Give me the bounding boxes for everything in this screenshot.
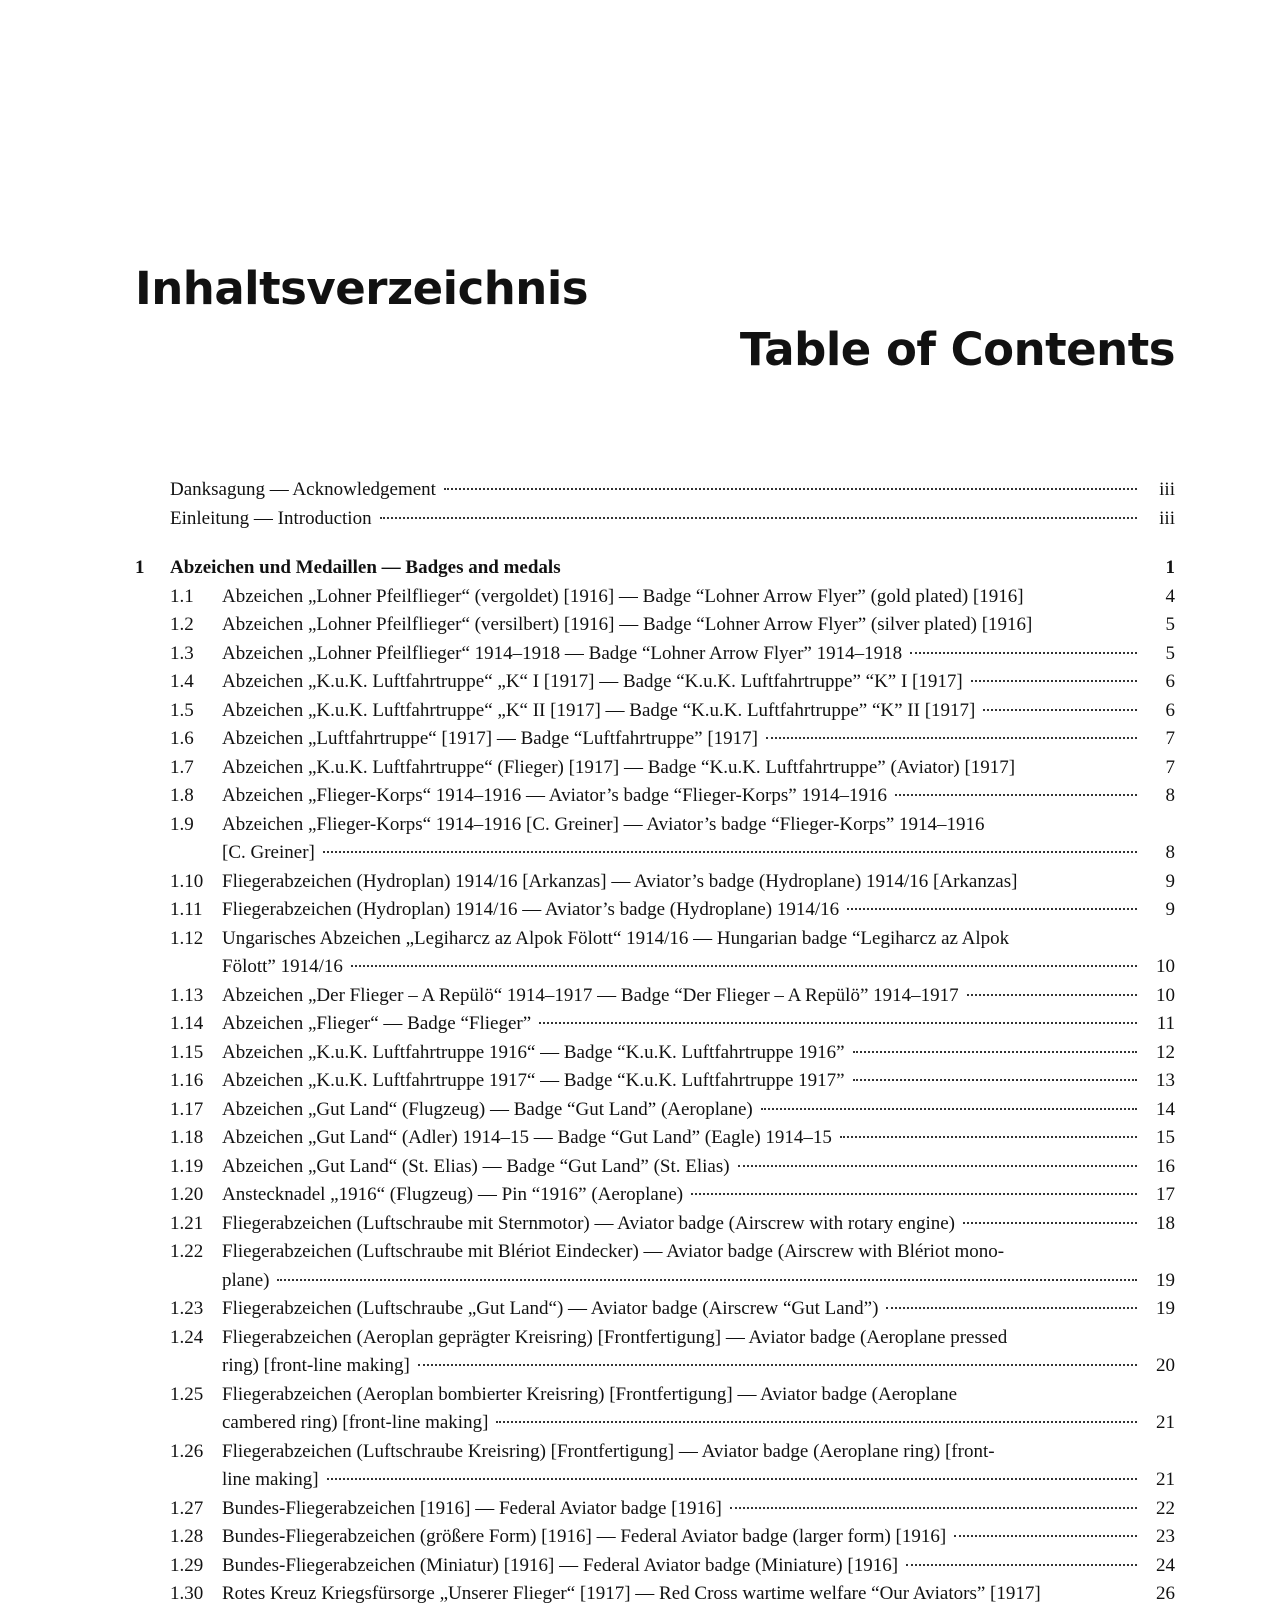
dot-leader bbox=[351, 965, 1137, 967]
dot-leader bbox=[730, 1507, 1137, 1509]
dot-leader bbox=[539, 1022, 1137, 1024]
toc-page-number: 7 bbox=[1165, 756, 1175, 778]
toc-entry-title: Bundes-Fliegerabzeichen [1916] — Federal Aviator badge [1916] bbox=[222, 1497, 722, 1519]
page-title-english: Table of Contents bbox=[739, 323, 1175, 376]
toc-entry-number: 1.23 bbox=[170, 1298, 204, 1319]
toc-entry-number: 1.22 bbox=[170, 1241, 204, 1262]
toc-entry-title: Bundes-Fliegerabzeichen (Miniatur) [1916] — Federal Aviator badge (Miniature) [1916] bbox=[222, 1554, 899, 1576]
toc-entry[interactable] bbox=[135, 1153, 1175, 1182]
toc-entry-title: Fliegerabzeichen (Luftschraube mit Sternmotor) — Aviator badge (Airscrew with rotary engine) bbox=[222, 1212, 956, 1234]
toc-entry[interactable] bbox=[135, 1381, 1175, 1438]
toc-entry-introduction[interactable] bbox=[135, 505, 1175, 534]
toc-entry[interactable] bbox=[135, 1238, 1175, 1295]
toc-entry-title: Abzeichen „Der Flieger – A Repülö“ 1914–1917 — Badge “Der Flieger – A Repülö” 1914–1917 bbox=[222, 984, 959, 1006]
toc-entry-number: 1.16 bbox=[170, 1070, 204, 1091]
toc-entry-title: cambered ring) [front-line making] bbox=[222, 1412, 489, 1433]
toc-page-number: 19 bbox=[1156, 1269, 1175, 1291]
toc-page-number: 5 bbox=[1165, 614, 1175, 635]
toc-entry-number: 1.21 bbox=[170, 1212, 204, 1234]
toc-page-number: 18 bbox=[1156, 1212, 1175, 1234]
toc-entry-list bbox=[135, 583, 1175, 1609]
chapter-title: Abzeichen und Medaillen — Badges and medals bbox=[170, 557, 561, 578]
toc-entry[interactable] bbox=[135, 754, 1175, 783]
toc-entry-title-line: Ungarisches Abzeichen „Legiharcz az Alpok Fölott“ 1914/16 — Hungarian badge “Legiharcz az Alpok bbox=[222, 927, 1010, 949]
toc-entry-title: Abzeichen „Lohner Pfeilflieger“ (versilbert) [1916] — Badge “Lohner Arrow Flyer” (silver plated) [1916] bbox=[222, 614, 1033, 635]
dot-leader bbox=[761, 1108, 1137, 1110]
toc-entry[interactable] bbox=[135, 1324, 1175, 1381]
dot-leader bbox=[323, 851, 1137, 853]
toc-entry[interactable] bbox=[135, 640, 1175, 669]
toc-entry-number: 1.20 bbox=[170, 1184, 204, 1205]
toc-entry[interactable] bbox=[135, 1067, 1175, 1096]
toc-entry-title: Bundes-Fliegerabzeichen (größere Form) [1916] — Federal Aviator badge (larger form) [1916] bbox=[222, 1526, 947, 1547]
toc-entry[interactable] bbox=[135, 868, 1175, 897]
toc-page-number: 15 bbox=[1156, 1127, 1175, 1148]
toc-entry-title: Einleitung — Introduction bbox=[170, 507, 372, 529]
dot-leader bbox=[853, 1051, 1137, 1053]
toc-page-number: 19 bbox=[1156, 1298, 1175, 1319]
dot-leader bbox=[380, 517, 1137, 519]
toc-chapter-1[interactable] bbox=[135, 554, 1175, 583]
toc-page-number: 11 bbox=[1156, 1013, 1175, 1034]
toc-page-number: 22 bbox=[1156, 1497, 1175, 1519]
toc-page-number: 12 bbox=[1156, 1041, 1175, 1063]
section-gap bbox=[135, 533, 1175, 554]
toc-entry-number: 1.15 bbox=[170, 1041, 204, 1063]
toc-entry-title-line: Fliegerabzeichen (Luftschraube Kreisring) [Frontfertigung] — Aviator badge (Aeroplane ring) [front- bbox=[222, 1440, 995, 1462]
toc-entry[interactable] bbox=[135, 697, 1175, 726]
toc-entry-number: 1.1 bbox=[170, 585, 194, 607]
dot-leader bbox=[277, 1279, 1137, 1281]
toc-page-number: iii bbox=[1159, 479, 1175, 500]
dot-leader bbox=[971, 680, 1137, 682]
toc-page-number: 23 bbox=[1156, 1526, 1175, 1547]
toc-entry[interactable] bbox=[135, 1181, 1175, 1210]
toc-page-number: 8 bbox=[1165, 785, 1175, 806]
toc-page-number: 8 bbox=[1165, 842, 1175, 863]
table-of-contents bbox=[135, 476, 1175, 1609]
dot-leader bbox=[738, 1165, 1137, 1167]
dot-leader bbox=[983, 709, 1137, 711]
toc-page-number: 10 bbox=[1156, 984, 1175, 1006]
toc-page-number: 10 bbox=[1156, 956, 1175, 977]
dot-leader bbox=[847, 908, 1137, 910]
toc-entry-title: Abzeichen „Lohner Pfeilflieger“ 1914–1918 — Badge “Lohner Arrow Flyer” 1914–1918 bbox=[222, 642, 903, 664]
toc-entry-title: plane) bbox=[222, 1269, 270, 1291]
toc-entry-number: 1.30 bbox=[170, 1583, 204, 1604]
toc-entry[interactable] bbox=[135, 1523, 1175, 1552]
toc-entry-title-line: Fliegerabzeichen (Luftschraube mit Blériot Eindecker) — Aviator badge (Airscrew with Blériot mono- bbox=[222, 1241, 1005, 1262]
toc-entry-number: 1.2 bbox=[170, 614, 194, 635]
toc-entry-title: line making] bbox=[222, 1469, 319, 1490]
dot-leader bbox=[954, 1535, 1137, 1537]
toc-entry[interactable] bbox=[135, 982, 1175, 1011]
toc-entry[interactable] bbox=[135, 1010, 1175, 1039]
toc-entry-number: 1.26 bbox=[170, 1440, 204, 1462]
toc-entry-number: 1.25 bbox=[170, 1383, 204, 1405]
toc-entry-number: 1.11 bbox=[170, 899, 203, 920]
dot-leader bbox=[327, 1478, 1137, 1480]
toc-entry[interactable] bbox=[135, 1580, 1175, 1609]
toc-entry-title: Abzeichen „Flieger-Korps“ 1914–1916 — Aviator’s badge “Flieger-Korps” 1914–1916 bbox=[222, 785, 887, 806]
toc-entry-number: 1.17 bbox=[170, 1098, 204, 1120]
toc-entry[interactable] bbox=[135, 1438, 1175, 1495]
dot-leader bbox=[853, 1079, 1137, 1081]
toc-entry-number: 1.14 bbox=[170, 1013, 204, 1034]
toc-page-number: 5 bbox=[1165, 642, 1175, 664]
toc-entry[interactable] bbox=[135, 925, 1175, 982]
page-title-german: Inhaltsverzeichnis bbox=[135, 262, 589, 315]
toc-entry-number: 1.4 bbox=[170, 671, 194, 692]
toc-entry-title: Abzeichen „Gut Land“ (St. Elias) — Badge “Gut Land” (St. Elias) bbox=[222, 1155, 730, 1177]
toc-entry-title: Abzeichen „Gut Land“ (Flugzeug) — Badge “Gut Land” (Aeroplane) bbox=[222, 1098, 753, 1120]
dot-leader bbox=[906, 1564, 1137, 1566]
toc-entry[interactable] bbox=[135, 896, 1175, 925]
toc-page-number: 17 bbox=[1156, 1184, 1175, 1205]
toc-entry-title: Abzeichen „Gut Land“ (Adler) 1914–15 — Badge “Gut Land” (Eagle) 1914–15 bbox=[222, 1127, 832, 1148]
toc-entry-number: 1.8 bbox=[170, 785, 194, 806]
toc-entry-title: Anstecknadel „1916“ (Flugzeug) — Pin “1916” (Aeroplane) bbox=[222, 1184, 684, 1205]
toc-entry[interactable] bbox=[135, 811, 1175, 868]
toc-entry-title-line: Fliegerabzeichen (Aeroplan bombierter Kreisring) [Frontfertigung] — Aviator badge (Aeroplane bbox=[222, 1383, 958, 1405]
toc-entry-number: 1.12 bbox=[170, 927, 204, 949]
toc-page-number: iii bbox=[1159, 507, 1175, 529]
dot-leader bbox=[967, 994, 1137, 996]
toc-entry-title: ring) [front-line making] bbox=[222, 1355, 410, 1376]
dot-leader bbox=[886, 1307, 1137, 1309]
toc-entry-title: Abzeichen „K.u.K. Luftfahrtruppe 1916“ — Badge “K.u.K. Luftfahrtruppe 1916” bbox=[222, 1041, 845, 1063]
toc-entry-title: Abzeichen „K.u.K. Luftfahrtruppe“ „K“ II [1917] — Badge “K.u.K. Luftfahrtruppe” “K” II [1917] bbox=[222, 699, 976, 721]
toc-entry-title: Fölott” 1914/16 bbox=[222, 956, 343, 977]
toc-page-number: 7 bbox=[1165, 728, 1175, 749]
toc-entry[interactable] bbox=[135, 1552, 1175, 1581]
toc-entry-number: 1.5 bbox=[170, 699, 194, 721]
toc-entry-title: Danksagung — Acknowledgement bbox=[170, 479, 436, 500]
dot-leader bbox=[895, 794, 1137, 796]
toc-entry[interactable] bbox=[135, 668, 1175, 697]
toc-entry-title: Abzeichen „Lohner Pfeilflieger“ (vergoldet) [1916] — Badge “Lohner Arrow Flyer” (gold plated) [1916] bbox=[222, 585, 1024, 607]
toc-page-number: 9 bbox=[1165, 899, 1175, 920]
dot-leader bbox=[840, 1136, 1137, 1138]
chapter-number: 1 bbox=[135, 557, 145, 578]
toc-entry-title: Abzeichen „K.u.K. Luftfahrtruppe“ (Flieger) [1917] — Badge “K.u.K. Luftfahrtruppe” (Aviator) [1917] bbox=[222, 756, 1016, 778]
toc-page-number: 14 bbox=[1156, 1098, 1175, 1120]
toc-entry-title-line: Abzeichen „Flieger-Korps“ 1914–1916 [C. Greiner] — Aviator’s badge “Flieger-Korps” 1914–1916 bbox=[222, 813, 985, 835]
toc-entry-title: Abzeichen „K.u.K. Luftfahrtruppe“ „K“ I [1917] — Badge “K.u.K. Luftfahrtruppe” “K” I [1917] bbox=[222, 671, 963, 692]
toc-page-number: 24 bbox=[1156, 1554, 1175, 1576]
toc-entry-title: [C. Greiner] bbox=[222, 842, 315, 863]
toc-entry[interactable] bbox=[135, 1096, 1175, 1125]
dot-leader bbox=[963, 1222, 1137, 1224]
toc-entry-title: Fliegerabzeichen (Hydroplan) 1914/16 [Arkanzas] — Aviator’s badge (Hydroplane) 1914/16 [Arkanzas] bbox=[222, 870, 1018, 892]
dot-leader bbox=[418, 1364, 1137, 1366]
toc-entry[interactable] bbox=[135, 1495, 1175, 1524]
toc-entry[interactable] bbox=[135, 1039, 1175, 1068]
chapter-page-number: 1 bbox=[1165, 557, 1175, 578]
toc-page-number: 16 bbox=[1156, 1155, 1175, 1177]
toc-page-number: 21 bbox=[1156, 1469, 1175, 1490]
toc-page-number: 13 bbox=[1156, 1070, 1175, 1091]
toc-entry-title: Abzeichen „K.u.K. Luftfahrtruppe 1917“ — Badge “K.u.K. Luftfahrtruppe 1917” bbox=[222, 1070, 845, 1091]
toc-entry-number: 1.19 bbox=[170, 1155, 204, 1177]
dot-leader bbox=[691, 1193, 1137, 1195]
dot-leader bbox=[910, 652, 1137, 654]
toc-page-number: 6 bbox=[1165, 699, 1175, 721]
toc-entry-number: 1.18 bbox=[170, 1127, 204, 1148]
toc-entry-title: Fliegerabzeichen (Hydroplan) 1914/16 — Aviator’s badge (Hydroplane) 1914/16 bbox=[222, 899, 840, 920]
toc-entry-number: 1.9 bbox=[170, 813, 194, 835]
toc-entry[interactable] bbox=[135, 725, 1175, 754]
toc-page-number: 4 bbox=[1165, 585, 1175, 607]
toc-entry[interactable] bbox=[135, 1210, 1175, 1239]
toc-entry-title: Abzeichen „Luftfahrtruppe“ [1917] — Badge “Luftfahrtruppe” [1917] bbox=[222, 728, 758, 749]
toc-entry-number: 1.24 bbox=[170, 1326, 204, 1348]
toc-entry-number: 1.6 bbox=[170, 728, 194, 749]
toc-entry-acknowledgement[interactable] bbox=[135, 476, 1175, 505]
toc-entry-title: Abzeichen „Flieger“ — Badge “Flieger” bbox=[222, 1013, 532, 1034]
toc-entry[interactable] bbox=[135, 1295, 1175, 1324]
toc-entry-number: 1.7 bbox=[170, 756, 194, 778]
toc-entry-title: Rotes Kreuz Kriegsfürsorge „Unserer Flieger“ [1917] — Red Cross wartime welfare “Our Aviators” [1917] bbox=[222, 1583, 1041, 1604]
toc-entry-title-line: Fliegerabzeichen (Aeroplan geprägter Kreisring) [Frontfertigung] — Aviator badge (Aeroplane pressed bbox=[222, 1326, 1008, 1348]
toc-page-number: 21 bbox=[1156, 1412, 1175, 1433]
toc-entry-number: 1.29 bbox=[170, 1554, 204, 1576]
toc-page-number: 6 bbox=[1165, 671, 1175, 692]
dot-leader bbox=[444, 488, 1137, 490]
toc-page-number: 9 bbox=[1165, 870, 1175, 892]
toc-entry-number: 1.13 bbox=[170, 984, 204, 1006]
toc-entry-number: 1.3 bbox=[170, 642, 194, 664]
toc-entry-number: 1.27 bbox=[170, 1497, 204, 1519]
toc-page-number: 26 bbox=[1156, 1583, 1175, 1604]
toc-entry[interactable] bbox=[135, 1124, 1175, 1153]
toc-entry[interactable] bbox=[135, 611, 1175, 640]
dot-leader bbox=[766, 737, 1137, 739]
toc-entry[interactable] bbox=[135, 583, 1175, 612]
toc-page-number: 20 bbox=[1156, 1355, 1175, 1376]
toc-entry-title: Fliegerabzeichen (Luftschraube „Gut Land“) — Aviator badge (Airscrew “Gut Land”) bbox=[222, 1298, 879, 1319]
toc-entry-number: 1.10 bbox=[170, 870, 204, 892]
dot-leader bbox=[496, 1421, 1137, 1423]
toc-entry[interactable] bbox=[135, 782, 1175, 811]
toc-entry-number: 1.28 bbox=[170, 1526, 204, 1547]
